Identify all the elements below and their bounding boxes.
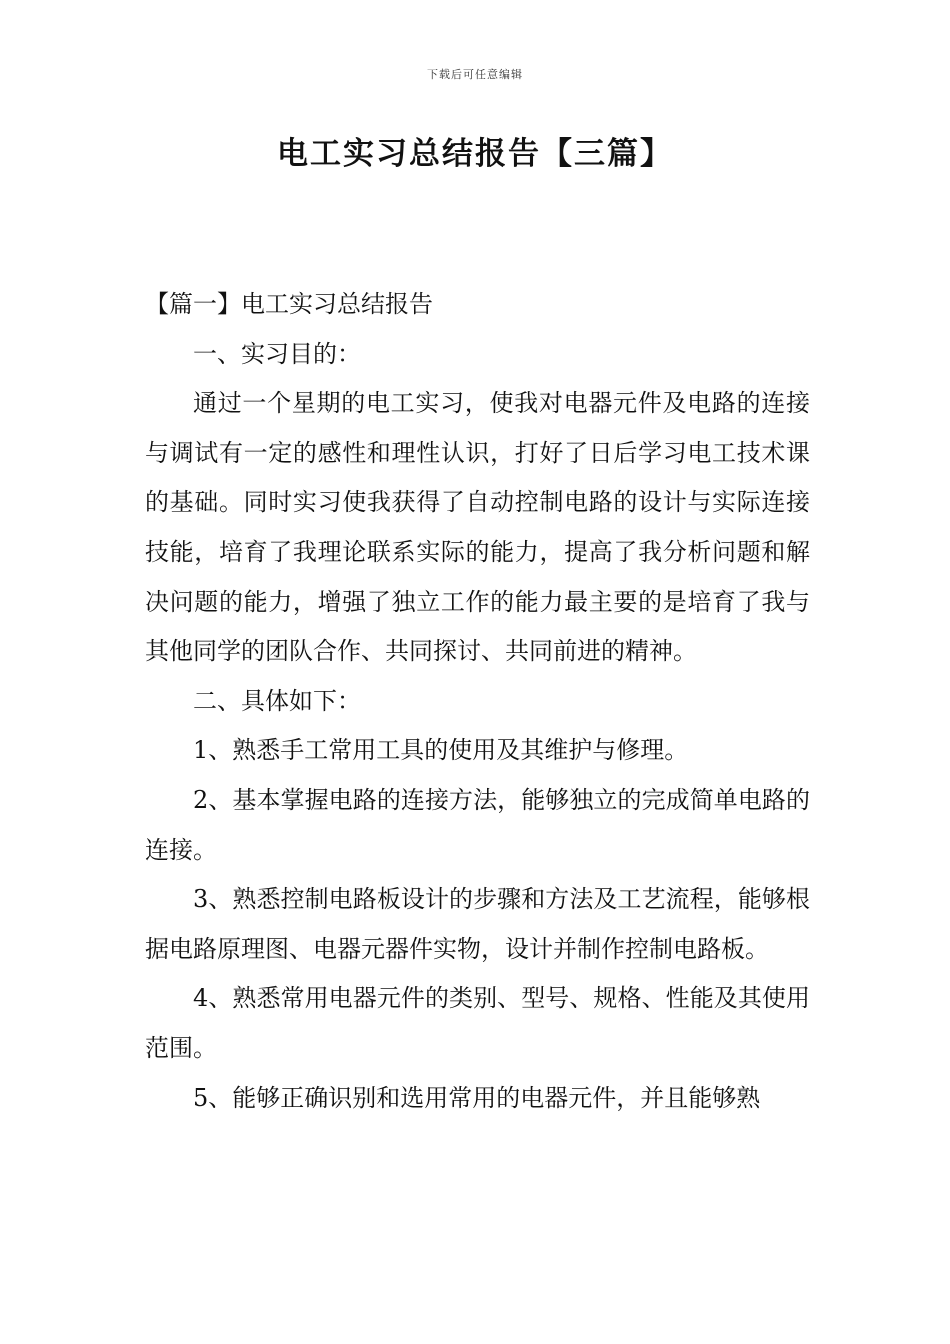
list-item: 1、熟悉手工常用工具的使用及其维护与修理。 [193, 736, 689, 765]
details-heading: 二、具体如下： [193, 686, 361, 715]
list-item: 4、熟悉常用电器元件的类别、型号、规格、性能及其使用范围。 [145, 984, 810, 1062]
purpose-paragraph: 通过一个星期的电工实习，使我对电器元件及电路的连接与调试有一定的感性和理性认识，打好了日后学习电工技术课的基础。同时实习使我获得了自动控制电路的设计与实际连接技能，培育了我理论联系实际的能力，提高了我分析问题和解决问题的能力，增强了独立工作的能力最主要的是培育了我与其他同学的团队合作、共同探讨、共同前进的精神。 [145, 389, 810, 666]
list-item: 3、熟悉控制电路板设计的步骤和方法及工艺流程，能够根据电路原理图、电器元器件实物，设计并制作控制电路板。 [145, 885, 810, 963]
purpose-heading: 一、实习目的： [193, 339, 361, 368]
document-body [145, 280, 810, 1123]
header-note: 下载后可任意编辑 [427, 68, 523, 81]
section-heading: 【篇一】电工实习总结报告 [145, 290, 433, 318]
list-item: 2、基本掌握电路的连接方法，能够独立的完成简单电路的连接。 [145, 785, 810, 864]
list-item: 5、能够正确识别和选用常用的电器元件，并且能够熟 [193, 1083, 761, 1112]
document-title: 电工实习总结报告【三篇】 [277, 136, 673, 172]
